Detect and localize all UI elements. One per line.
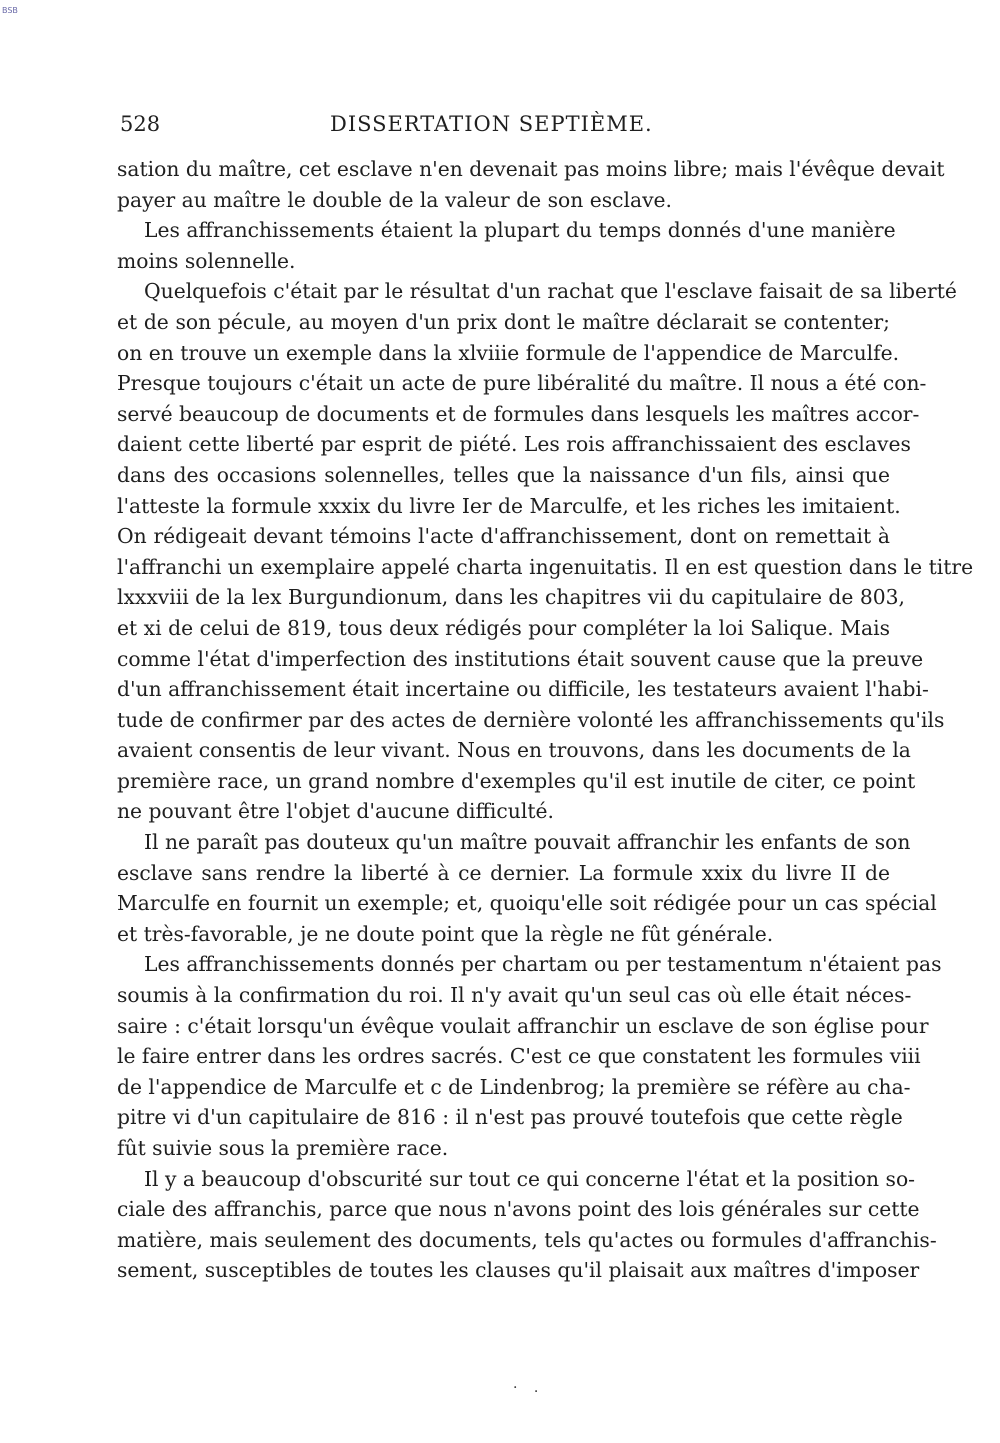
text-line: esclave sans rendre la liberté à ce dernier. La formule xxix du livre II de	[117, 860, 890, 885]
text-line: Il y a beaucoup d'obscurité sur tout ce qui concerne l'état et la position so-	[144, 1166, 916, 1191]
text-line: de l'appendice de Marculfe et c de Lindenbrog; la première se réfère au cha-	[117, 1074, 911, 1099]
text-line: payer au maître le double de la valeur de son esclave.	[117, 187, 673, 212]
text-line: l'affranchi un exemplaire appelé charta ingenuitatis. Il en est question dans le titre	[117, 554, 974, 579]
text-line: ciale des affranchis, parce que nous n'avons point des lois générales sur cette	[117, 1197, 920, 1222]
text-line: Presque toujours c'était un acte de pure libéralité du maître. Il nous a été con-	[117, 371, 927, 396]
running-title: DISSERTATION SEPTIÈME.	[330, 112, 653, 136]
text-line: daient cette liberté par esprit de piété. Les rois affranchissaient des esclaves	[117, 432, 911, 457]
library-stamp: BSB	[2, 6, 18, 15]
text-line: sation du maître, cet esclave n'en devenait pas moins libre; mais l'évêque devait	[117, 157, 945, 181]
text-line: avaient consentis de leur vivant. Nous en trouvons, dans les documents de la	[117, 738, 911, 763]
page-number: 528	[120, 112, 161, 136]
text-line: pitre vi d'un capitulaire de 816 : il n'est pas prouvé toutefois que cette règle	[117, 1105, 903, 1130]
text-line: première race, un grand nombre d'exemples qu'il est inutile de citer, ce point	[117, 768, 916, 793]
text-line: On rédigeait devant témoins l'acte d'affranchissement, dont on remettait à	[117, 524, 890, 549]
text-line: Quelquefois c'était par le résultat d'un rachat que l'esclave faisait de sa liberté	[144, 279, 957, 304]
text-line: on en trouve un exemple dans la xlviiie formule de l'appendice de Marculfe.	[117, 340, 900, 365]
text-line: dans des occasions solennelles, telles que la naissance d'un fils, ainsi que	[117, 462, 890, 487]
text-line: tude de confirmer par des actes de dernière volonté les affranchissements qu'ils	[117, 707, 945, 732]
text-line: moins solennelle.	[117, 248, 296, 273]
body-text	[117, 154, 974, 1286]
text-line: matière, mais seulement des documents, tels qu'actes ou formules d'affranchis-	[117, 1227, 937, 1252]
text-line: l'atteste la formule xxxix du livre Ier de Marculfe, et les riches les imitaient.	[117, 493, 901, 518]
text-line: Il ne paraît pas douteux qu'un maître pouvait affranchir les enfants de son	[144, 830, 911, 855]
page-header	[120, 112, 890, 142]
text-line: Les affranchissements donnés per chartam ou per testamentum n'étaient pas	[144, 952, 942, 977]
text-line: fût suivie sous la première race.	[117, 1136, 449, 1160]
text-line: comme l'état d'imperfection des institutions était souvent cause que la preuve	[117, 646, 924, 671]
text-line: servé beaucoup de documents et de formules dans lesquels les maîtres accor-	[117, 401, 920, 426]
text-line: et très-favorable, je ne doute point que la règle ne fût générale.	[117, 921, 774, 946]
text-line: et de son pécule, au moyen d'un prix dont le maître déclarait se contenter;	[117, 309, 890, 334]
text-line: d'un affranchissement était incertaine ou difficile, les testateurs avaient l'habi-	[117, 677, 929, 702]
page-bottom-marks: · .	[513, 1380, 545, 1396]
text-line: saire : c'était lorsqu'un évêque voulait affranchir un esclave de son église pour	[117, 1013, 929, 1038]
text-line: le faire entrer dans les ordres sacrés. C'est ce que constatent les formules viii	[117, 1044, 921, 1069]
text-line: Les affranchissements étaient la plupart du temps donnés d'une manière	[144, 218, 896, 243]
text-line: soumis à la confirmation du roi. Il n'y avait qu'un seul cas où elle était néces-	[117, 983, 912, 1008]
text-line: et xi de celui de 819, tous deux rédigés pour compléter la loi Salique. Mais	[117, 615, 890, 640]
text-line: sement, susceptibles de toutes les clauses qu'il plaisait aux maîtres d'imposer	[117, 1258, 920, 1283]
text-line: Marculfe en fournit un exemple; et, quoiqu'elle soit rédigée pour un cas spécial	[117, 891, 937, 916]
text-line: lxxxviii de la lex Burgundionum, dans les chapitres vii du capitulaire de 803,	[117, 585, 906, 610]
text-line: ne pouvant être l'objet d'aucune difficulté.	[117, 799, 554, 824]
